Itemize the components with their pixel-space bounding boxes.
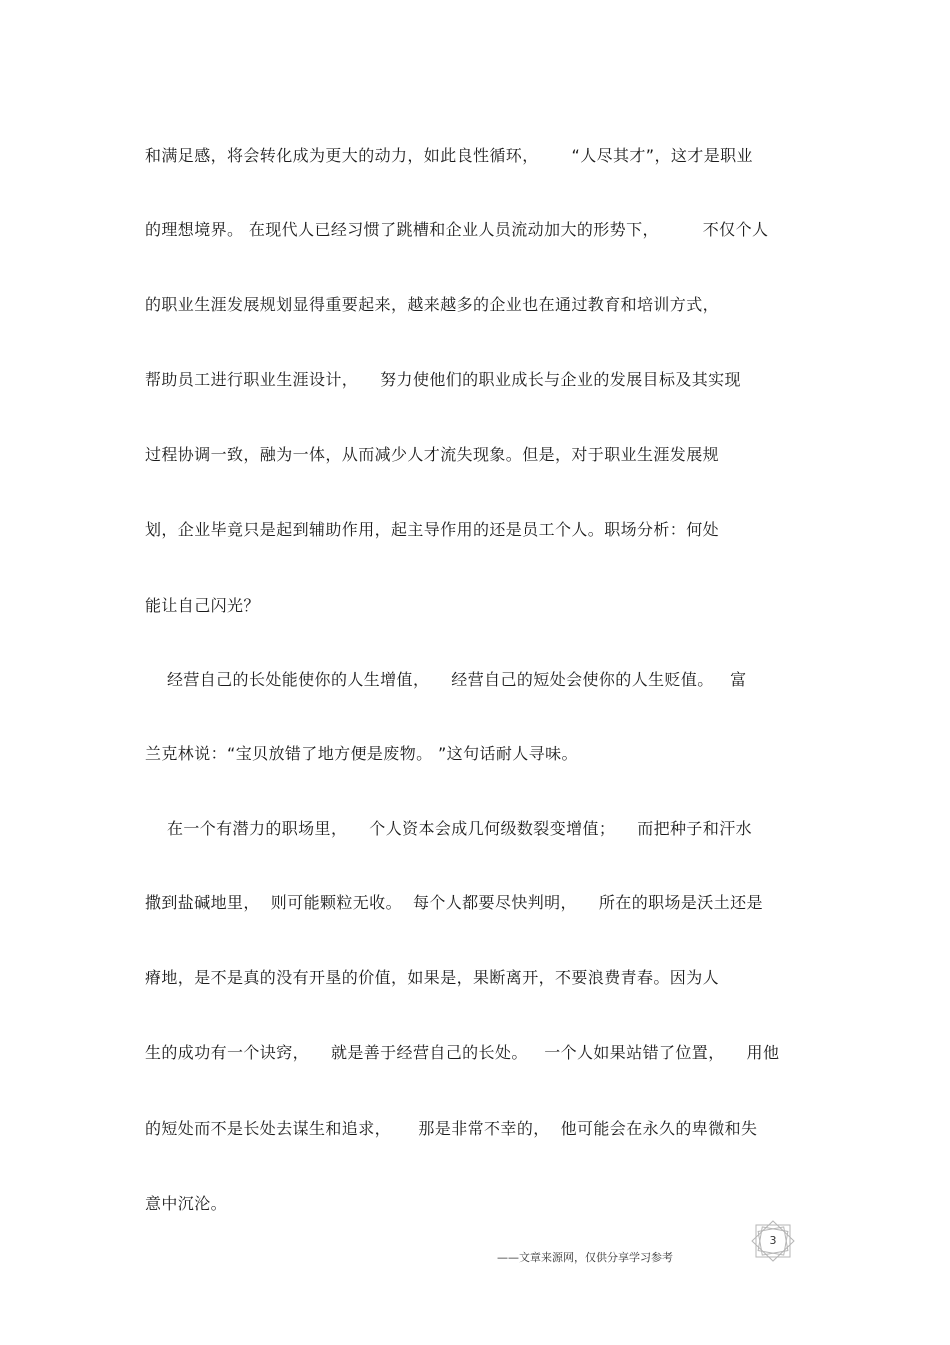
footer-source-note: ——文章来源网，仅供分享学习参考 <box>497 1251 673 1264</box>
page-number: 3 <box>769 1234 777 1247</box>
text-line: 在一个有潜力的职场里， 个人资本会成几何级数裂变增值； 而把种子和汗水 <box>145 819 753 838</box>
text-line: 经营自己的长处能使你的人生增值， 经营自己的短处会使你的人生贬值。 富 <box>145 670 747 689</box>
page-number-badge <box>749 1220 797 1262</box>
text-line: 能让自己闪光？ <box>145 596 260 615</box>
text-line: 的职业生涯发展规划显得重要起来，越来越多的企业也在通过教育和培训方式， <box>145 295 720 314</box>
text-line: 帮助员工进行职业生涯设计， 努力使他们的职业成长与企业的发展目标及其实现 <box>145 370 741 389</box>
text-line: 和满足感，将会转化成为更大的动力，如此良性循环， “人尽其才”，这才是职业 <box>145 146 753 165</box>
text-line: 瘠地，是不是真的没有开垦的价值，如果是，果断离开，不要浪费青春。因为人 <box>145 968 720 987</box>
text-line: 的短处而不是长处去谋生和追求， 那是非常不幸的， 他可能会在永久的卑微和失 <box>145 1119 758 1138</box>
text-line: 意中沉沦。 <box>145 1194 228 1213</box>
text-line: 生的成功有一个诀窍， 就是善于经营自己的长处。 一个人如果站错了位置， 用他 <box>145 1043 780 1062</box>
text-line: 过程协调一致，融为一体，从而减少人才流失现象。但是，对于职业生涯发展规 <box>145 445 720 464</box>
text-line: 的理想境界。 在现代人已经习惯了跳槽和企业人员流动加大的形势下， 不仅个人 <box>145 220 769 239</box>
text-line: 撒到盐碱地里， 则可能颗粒无收。 每个人都要尽快判明， 所在的职场是沃土还是 <box>145 893 763 912</box>
text-line: 兰克林说：“宝贝放错了地方便是废物。 ”这句话耐人寻味。 <box>145 744 578 763</box>
text-line: 划，企业毕竟只是起到辅助作用，起主导作用的还是员工个人。职场分析：何处 <box>145 520 720 539</box>
